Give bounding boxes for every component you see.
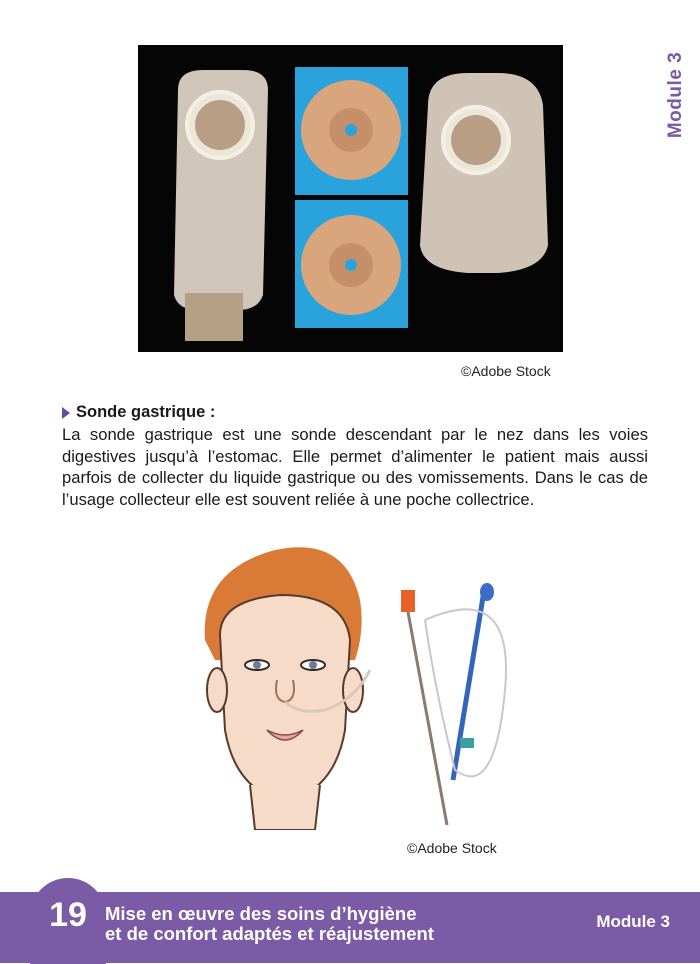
gastric-tube-section [62, 403, 648, 510]
section-paragraph: La sonde gastrique est une sonde descendant par le nez dans les voies digestives jusqu’à l’estomac. Elle permet d’alimenter le patient mais aussi parfois de collecter du liquide gastrique ou des vomissements. Dans le cas de l’usage collecteur elle est souvent reliée à une poche collectrice. [62, 425, 648, 509]
photo-credit: ©Adobe Stock [461, 363, 551, 379]
footer-title [105, 904, 434, 944]
illustration-credit: ©Adobe Stock [407, 840, 497, 856]
footer-title-line2: et de confort adaptés et réajustement [105, 923, 434, 944]
page-footer [0, 892, 700, 963]
footer-title-line1: Mise en œuvre des soins d’hygiène [105, 903, 417, 924]
module-side-label: Module 3 [665, 51, 686, 139]
face-and-tube-drawing [185, 540, 525, 830]
module-side-tab [658, 40, 694, 150]
ostomy-bags-photo [138, 45, 563, 352]
gastric-tube-illustration [185, 540, 525, 830]
section-heading [62, 403, 648, 422]
bullet-triangle-icon [62, 407, 70, 419]
page-number: 19 [49, 896, 87, 934]
footer-module-label: Module 3 [596, 912, 670, 931]
ostomy-bags-drawing [138, 45, 563, 352]
section-heading-text: Sonde gastrique : [76, 403, 216, 421]
